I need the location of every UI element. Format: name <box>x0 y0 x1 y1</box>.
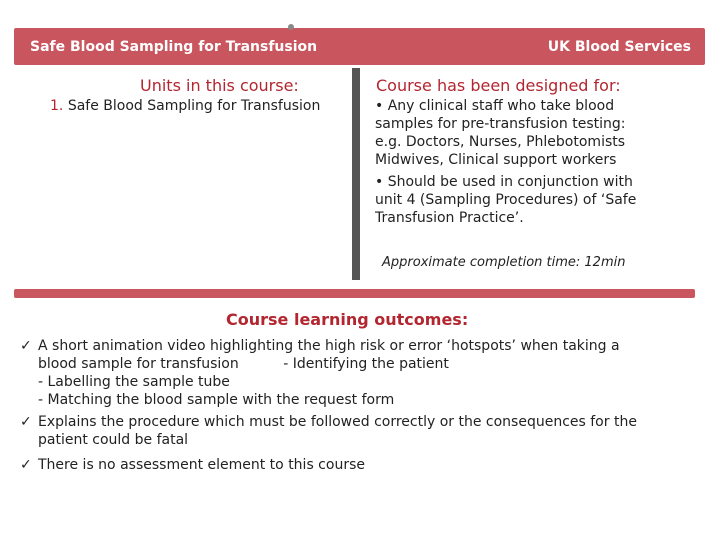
bullet-line: • Any clinical staff who take blood <box>375 98 615 114</box>
designed-for-list <box>375 97 675 231</box>
outcome-text <box>38 337 620 409</box>
section-divider <box>14 289 695 298</box>
bullet-line: unit 4 (Sampling Procedures) of ‘Safe <box>375 192 637 208</box>
checkmark-icon: ✓ <box>20 414 32 430</box>
checkmark-icon: ✓ <box>20 457 32 473</box>
outcome-text <box>38 456 365 474</box>
units-heading: Units in this course: <box>140 76 299 95</box>
organisation-name: UK Blood Services <box>547 39 691 55</box>
outcome-line: patient could be fatal <box>38 432 189 448</box>
bullet-line: • Should be used in conjunction with <box>375 174 633 190</box>
designed-for-bullet <box>375 173 675 227</box>
designed-for-bullet <box>375 97 675 169</box>
outcomes-heading: Course learning outcomes: <box>226 310 469 329</box>
completion-time: Approximate completion time: 12min <box>382 255 626 270</box>
bullet-line: Transfusion Practice’. <box>375 210 524 226</box>
unit-label: Safe Blood Sampling for Transfusion <box>67 98 321 114</box>
unit-number: 1. <box>50 98 64 114</box>
outcome-line: - Matching the blood sample with the request form <box>38 392 395 408</box>
outcome-line: There is no assessment element to this course <box>38 457 365 473</box>
column-divider <box>352 68 360 280</box>
header-notch <box>288 24 294 30</box>
outcome-line: A short animation video highlighting the high risk or error ‘hotspots’ when taking a <box>38 338 620 354</box>
outcome-item <box>20 456 710 474</box>
unit-item[interactable] <box>50 98 320 114</box>
outcome-line: Explains the procedure which must be followed correctly or the consequences for the <box>38 414 637 430</box>
checkmark-icon: ✓ <box>20 338 32 354</box>
outcome-item <box>20 337 710 408</box>
bullet-line: e.g. Doctors, Nurses, Phlebotomists <box>375 134 626 150</box>
bullet-line: samples for pre-transfusion testing: <box>375 116 626 132</box>
course-title: Safe Blood Sampling for Transfusion <box>30 39 318 55</box>
outcome-item <box>20 413 710 448</box>
designed-for-heading: Course has been designed for: <box>376 76 621 95</box>
bullet-line: Midwives, Clinical support workers <box>375 152 617 168</box>
outcome-text <box>38 413 637 449</box>
outcome-line: blood sample for transfusion - Identifying the patient <box>38 356 449 372</box>
outcome-line: - Labelling the sample tube <box>38 374 230 390</box>
header-bar <box>14 28 705 65</box>
